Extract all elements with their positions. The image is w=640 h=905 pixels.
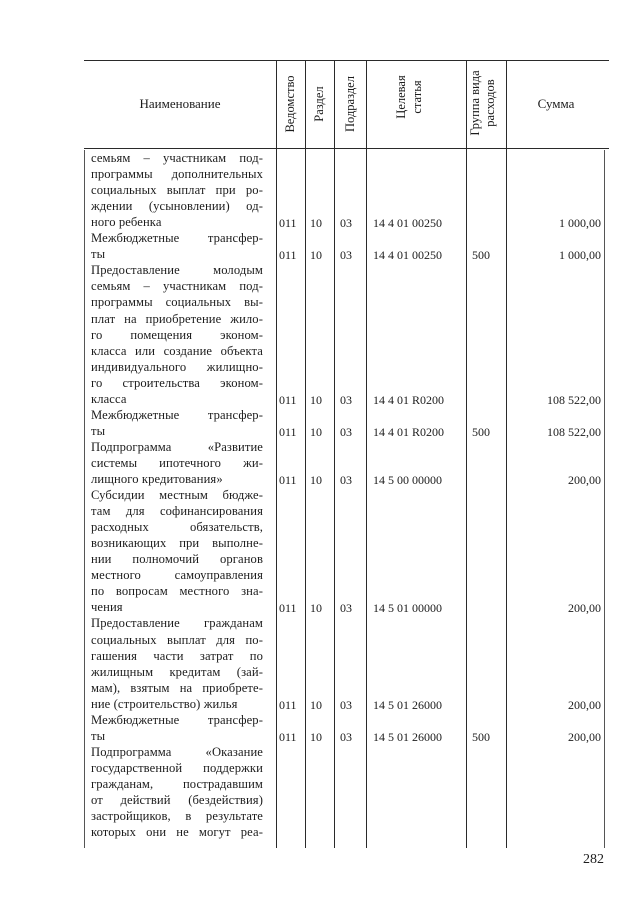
dept-code: 011: [279, 697, 297, 712]
sum-value: 108 522,00: [547, 424, 601, 439]
text-line: от действий (бездействия): [91, 793, 263, 807]
text-line: местного самоуправления: [91, 568, 263, 583]
col-sep-sub: [366, 60, 367, 848]
text-line: плат на приобретение жило-: [91, 311, 263, 326]
header-bottom-rule: [84, 148, 609, 149]
target-article: 14 4 01 R0200: [373, 392, 445, 407]
dept-code: 011: [279, 248, 297, 263]
dept-code: 011: [279, 473, 297, 487]
text-line: Межбюджетные трансфер-: [91, 407, 263, 422]
sum-value: 200,00: [568, 697, 601, 712]
text-line: социальных выплат при ро-: [91, 183, 263, 198]
header-target-line2-text: статья: [410, 80, 424, 114]
subsection-code: 03: [340, 424, 352, 439]
text-line: го строительства эконом-: [91, 375, 263, 390]
dept-code: 011: [279, 392, 297, 407]
text-line: класса или создание объекта: [91, 343, 263, 358]
text-line: индивидуального жилищно-: [91, 359, 263, 374]
text-line: возникающих при выполне-: [91, 536, 263, 551]
subsection-code: 03: [340, 697, 352, 712]
section-code: 10: [310, 473, 322, 487]
text-line: семьям – участникам под-: [91, 151, 263, 165]
text-line: Межбюджетные трансфер-: [91, 712, 263, 727]
expense-group: 500: [472, 729, 490, 744]
header-section: Раздел: [312, 86, 326, 122]
section-code: 10: [310, 697, 322, 712]
text-line: которых они не могут реа-: [91, 825, 263, 840]
section-code: 10: [310, 424, 322, 439]
sum-value: 1 000,00: [559, 216, 601, 231]
col-sep-section: [334, 60, 335, 848]
subsection-code: 03: [340, 473, 352, 487]
sum-value: 108 522,00: [547, 392, 601, 407]
col-sep-dept: [305, 60, 306, 848]
target-article: 14 4 01 00250: [373, 248, 442, 263]
text-line: Субсидии местным бюдже-: [91, 488, 263, 503]
header-group-line2: [483, 59, 497, 147]
text-line: семьям – участникам под-: [91, 279, 263, 294]
header-group-line2-text: расходов: [483, 79, 497, 127]
text-line: Подпрограмма «Развитие: [91, 439, 263, 454]
col-sep-target: [466, 60, 467, 848]
header-name: Наименование: [139, 96, 221, 111]
text-line: ты: [91, 247, 106, 262]
text-line: ждении (усыновлении) од-: [91, 199, 263, 214]
subsection-code: 03: [340, 248, 352, 263]
target-article: 14 5 00 00000: [373, 473, 442, 487]
text-line: ного ребенка: [91, 215, 162, 230]
text-line: расходных обязательств,: [91, 520, 263, 535]
text-line: Подпрограмма «Оказание: [91, 744, 263, 759]
dept-code: 011: [279, 424, 297, 439]
sum-value: 200,00: [568, 473, 601, 487]
table-left-edge: [84, 150, 85, 848]
text-line: жилищным кредитам (зай-: [91, 664, 263, 679]
subsection-code: 03: [340, 601, 352, 616]
text-line: Межбюджетные трансфер-: [91, 231, 263, 246]
sum-value: 200,00: [568, 601, 601, 616]
target-article: 14 4 01 R0200: [373, 424, 445, 439]
text-line: гражданам, пострадавшим: [91, 776, 263, 791]
target-article: 14 5 01 00000: [373, 601, 442, 616]
text-line: социальных выплат для по-: [91, 632, 263, 647]
text-line: нии полномочий органов: [91, 552, 263, 567]
header-subsection: Подраздел: [343, 76, 357, 132]
subsection-code: 03: [340, 392, 352, 407]
header-group-line1: [468, 59, 482, 147]
header-dept: Ведомство: [283, 75, 297, 133]
text-line: лищного кредитования»: [91, 472, 223, 486]
section-code: 10: [310, 601, 322, 616]
text-line: программы дополнительных: [91, 167, 263, 182]
section-code: 10: [310, 216, 322, 231]
section-code: 10: [310, 248, 322, 263]
text-line: ты: [91, 728, 106, 743]
expense-group: 500: [472, 248, 490, 263]
text-line: государственной поддержки: [91, 760, 263, 775]
text-line: Предоставление молодым: [91, 263, 263, 278]
text-line: системы ипотечного жи-: [91, 455, 263, 470]
text-line: чения: [91, 600, 123, 615]
text-line: мам), взятым на приобрете-: [91, 680, 263, 695]
subsection-code: 03: [340, 216, 352, 231]
table-right-edge: [604, 150, 605, 848]
text-line: класса: [91, 391, 127, 406]
sum-value: 200,00: [568, 729, 601, 744]
header-target-line1: [394, 53, 408, 141]
col-sep-name: [276, 60, 277, 848]
text-line: ние (строительство) жилья: [91, 696, 238, 711]
dept-code: 011: [279, 601, 297, 616]
text-line: го помещения эконом-: [91, 327, 263, 342]
text-line: Предоставление гражданам: [91, 616, 263, 631]
dept-code: 011: [279, 216, 297, 231]
header-target-line2: [410, 53, 424, 141]
subsection-code: 03: [340, 729, 352, 744]
section-code: 10: [310, 392, 322, 407]
page-number: 282: [583, 852, 604, 867]
target-article: 14 5 01 26000: [373, 729, 442, 744]
section-code: 10: [310, 729, 322, 744]
text-line: гашения части затрат по: [91, 648, 263, 663]
target-article: 14 5 01 26000: [373, 697, 442, 712]
text-line: программы социальных вы-: [91, 295, 263, 310]
header-sum: Сумма: [537, 96, 575, 111]
sum-value: 1 000,00: [559, 248, 601, 263]
text-line: застройщиков, в результате: [91, 809, 263, 824]
dept-code: 011: [279, 729, 297, 744]
header-group-line1-text: Группа вида: [468, 70, 482, 136]
target-article: 14 4 01 00250: [373, 216, 442, 231]
text-line: там для софинансирования: [91, 504, 263, 519]
text-line: по вопросам местного зна-: [91, 584, 263, 599]
expense-group: 500: [472, 424, 490, 439]
text-line: ты: [91, 423, 106, 438]
col-sep-group: [506, 60, 507, 848]
header-target-line1-text: Целевая: [394, 75, 408, 119]
